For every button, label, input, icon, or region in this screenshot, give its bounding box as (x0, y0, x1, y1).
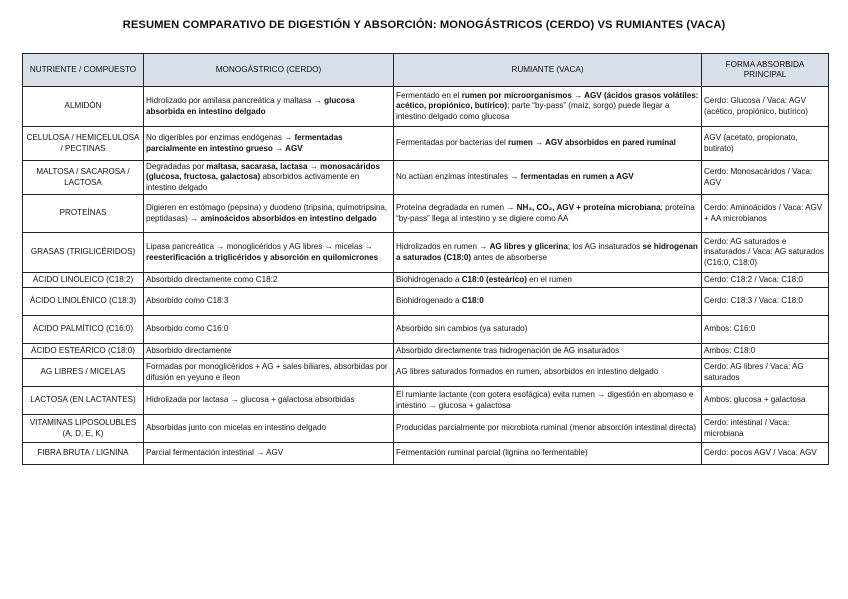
table-row (23, 359, 829, 387)
header-monogastric: MONOGÁSTRICO (CERDO) (144, 54, 394, 87)
cell-absorbed-form: AGV (acetato, propionato, butirato) (702, 127, 829, 161)
text-segment: Digieren en estómago (pepsina) y duodeno (tripsina, quimotripsina, peptidasas) → (146, 203, 388, 223)
cell-nutrient: GRASAS (TRIGLICÉRIDOS) (23, 233, 144, 273)
table-row (23, 233, 829, 273)
text-segment: aminoácidos absorbidos en intestino delgado (200, 213, 377, 223)
cell-absorbed-form: Cerdo: pocos AGV / Vaca: AGV (702, 443, 829, 465)
text-segment: ; parte “by-pass” (maíz, sorgo) puede llegar a intestino delgado como glucosa (396, 101, 670, 121)
cell-monogastric (144, 443, 394, 465)
table-row (23, 415, 829, 443)
cell-absorbed-form: Cerdo: Glucosa / Vaca: AGV (acético, propiónico, butírico) (702, 87, 829, 127)
table-row (23, 288, 829, 316)
cell-nutrient: CELULOSA / HEMICELULOSA / PECTINAS (23, 127, 144, 161)
text-segment: Absorbido directamente como C18:2 (146, 274, 278, 284)
text-segment: Proteína degradada en rumen → (396, 203, 517, 213)
text-segment: Fermentadas por bacterias del (396, 138, 509, 148)
cell-absorbed-form: Cerdo: C18:3 / Vaca: C18:0 (702, 288, 829, 316)
cell-ruminant (394, 415, 702, 443)
text-segment: (esteárico) (483, 274, 527, 284)
table-row (23, 195, 829, 233)
cell-ruminant (394, 233, 702, 273)
cell-ruminant (394, 443, 702, 465)
text-segment: ; proteína “by-pass” llega al intestino y se digiere como AA (396, 203, 695, 223)
text-segment: Degradadas por (146, 162, 207, 172)
text-segment: Hidrolizados en rumen → (396, 242, 490, 252)
text-segment: fermentadas parcialmente en intestino grueso → AGV (146, 133, 343, 153)
cell-nutrient: ÁCIDO ESTEÁRICO (C18:0) (23, 344, 144, 359)
text-segment: Absorbido como C18:3 (146, 296, 229, 306)
text-segment: ; los AG insaturados (567, 242, 643, 252)
cell-monogastric (144, 87, 394, 127)
cell-monogastric (144, 288, 394, 316)
cell-nutrient: ÁCIDO LINOLEICO (C18:2) (23, 273, 144, 288)
cell-monogastric (144, 344, 394, 359)
text-segment: se hidrogenan a saturados (C18:0) (396, 242, 698, 262)
text-segment: en el rumen (526, 274, 572, 284)
cell-absorbed-form: Cerdo: C18:2 / Vaca: C18:0 (702, 273, 829, 288)
table-row (23, 443, 829, 465)
table-row (23, 344, 829, 359)
header-absorbed-form: FORMA ABSORBIDA PRINCIPAL (702, 54, 829, 87)
text-segment: Producidas parcialmente por microbiota ruminal (menor absorción intestinal directa) (396, 423, 697, 433)
header-nutrient: NUTRIENTE / COMPUESTO (23, 54, 144, 87)
table-row (23, 161, 829, 195)
text-segment: Lipasa pancreática → monoglicéridos y AG libres → micelas → (146, 242, 373, 252)
cell-monogastric (144, 233, 394, 273)
header-ruminant: RUMIANTE (VACA) (394, 54, 702, 87)
table-row (23, 316, 829, 344)
cell-nutrient: ÁCIDO LINOLÉNICO (C18:3) (23, 288, 144, 316)
cell-monogastric (144, 415, 394, 443)
text-segment: C18:0 (461, 296, 484, 306)
text-segment: antes de absorberse (471, 252, 548, 262)
text-segment: Hidrolizada por lactasa → glucosa + galactosa absorbidas (146, 395, 355, 405)
text-segment: No digeribles por enzimas endógenas → (146, 133, 295, 143)
text-segment: Fermentación ruminal parcial (lignina no fermentable) (396, 448, 588, 458)
text-segment: Absorbido sin cambios (ya saturado) (396, 324, 528, 334)
cell-ruminant (394, 344, 702, 359)
cell-nutrient: PROTEÍNAS (23, 195, 144, 233)
cell-monogastric (144, 273, 394, 288)
text-segment: glucosa absorbida en intestino delgado (146, 96, 355, 116)
text-segment: No actúan enzimas intestinales → (396, 172, 521, 182)
cell-absorbed-form: Ambos: C16:0 (702, 316, 829, 344)
cell-absorbed-form: Cerdo: Monosacáridos / Vaca: AGV (702, 161, 829, 195)
text-segment: El rumiante lactante (con gotera esofágica) evita rumen → digestión en abomaso e intestino → glucosa + galactosa (396, 390, 694, 410)
table-row (23, 127, 829, 161)
cell-nutrient: LACTOSA (EN LACTANTES) (23, 387, 144, 415)
cell-ruminant (394, 316, 702, 344)
cell-ruminant (394, 273, 702, 288)
text-segment: reesterificación a triglicéridos y absorción en quilomicrones (146, 252, 379, 262)
comparison-table (22, 53, 829, 465)
text-segment: maltasa, sacarasa, lactasa → monosacáridos (glucosa, fructosa, galactosa) (146, 162, 380, 182)
cell-absorbed-form: Ambos: glucosa + galactosa (702, 387, 829, 415)
text-segment: Absorbido directamente tras hidrogenación de AG insaturados (396, 345, 620, 355)
text-segment: AG libres saturados formados en rumen, absorbidos en intestino delgado (396, 367, 659, 377)
cell-ruminant (394, 195, 702, 233)
table-body (23, 87, 829, 465)
cell-ruminant (394, 359, 702, 387)
cell-nutrient: ÁCIDO PALMÍTICO (C16:0) (23, 316, 144, 344)
cell-nutrient: AG LIBRES / MICELAS (23, 359, 144, 387)
cell-nutrient: VITAMINAS LIPOSOLUBLES (A, D, E, K) (23, 415, 144, 443)
text-segment: rumen por microorganismos → AGV (ácidos grasos volátiles: acético, propiónico, butírico) (396, 91, 699, 111)
cell-ruminant (394, 127, 702, 161)
cell-nutrient: MALTOSA / SACAROSA / LACTOSA (23, 161, 144, 195)
text-segment: Fermentado en el (396, 91, 462, 101)
text-segment: Biohidrogenado a (396, 296, 462, 306)
text-segment: Absorbidas junto con micelas en intestino delgado (146, 423, 326, 433)
page-title: RESUMEN COMPARATIVO DE DIGESTIÓN Y ABSORCIÓN: MONOGÁSTRICOS (CERDO) VS RUMIANTES (VACA) (122, 19, 726, 31)
cell-absorbed-form: Cerdo: AG saturados e insaturados / Vaca: AG saturados (C16:0, C18:0) (702, 233, 829, 273)
cell-ruminant (394, 288, 702, 316)
header-row (23, 54, 829, 87)
cell-absorbed-form: Cerdo: intestinal / Vaca: microbiana (702, 415, 829, 443)
cell-monogastric (144, 195, 394, 233)
cell-monogastric (144, 359, 394, 387)
text-segment: Biohidrogenado a (396, 274, 462, 284)
cell-ruminant (394, 161, 702, 195)
cell-nutrient: ALMIDÓN (23, 87, 144, 127)
text-segment: Parcial fermentación intestinal → AGV (146, 448, 284, 458)
text-segment: absorbidos activamente en intestino delgado (146, 172, 360, 192)
table-row (23, 273, 829, 288)
cell-absorbed-form: Cerdo: Aminoácidos / Vaca: AGV + AA microbianos (702, 195, 829, 233)
text-segment: Formadas por monoglicéridos + AG + sales biliares, absorbidas por difusión en yeyuno e íleon (146, 362, 388, 382)
text-segment: Absorbido como C16:0 (146, 324, 229, 334)
cell-ruminant (394, 87, 702, 127)
cell-absorbed-form: Ambos: C18:0 (702, 344, 829, 359)
text-segment: fermentadas en rumen a AGV (520, 172, 634, 182)
table-row (23, 87, 829, 127)
text-segment: rumen → AGV absorbidos en pared ruminal (508, 138, 676, 148)
cell-absorbed-form: Cerdo: AG libres / Vaca: AG saturados (702, 359, 829, 387)
cell-nutrient: FIBRA BRUTA / LIGNINA (23, 443, 144, 465)
text-segment: Absorbido directamente (146, 345, 232, 355)
text-segment: C18:0 (461, 274, 484, 284)
cell-ruminant (394, 387, 702, 415)
table-row (23, 387, 829, 415)
cell-monogastric (144, 127, 394, 161)
text-segment: AG libres y glicerina (489, 242, 568, 252)
text-segment: NH₃, CO₂, AGV + proteína microbiana (516, 203, 661, 213)
cell-monogastric (144, 387, 394, 415)
cell-monogastric (144, 316, 394, 344)
cell-monogastric (144, 161, 394, 195)
text-segment: Hidrolizado por amilasa pancreática y maltasa → (146, 96, 325, 106)
